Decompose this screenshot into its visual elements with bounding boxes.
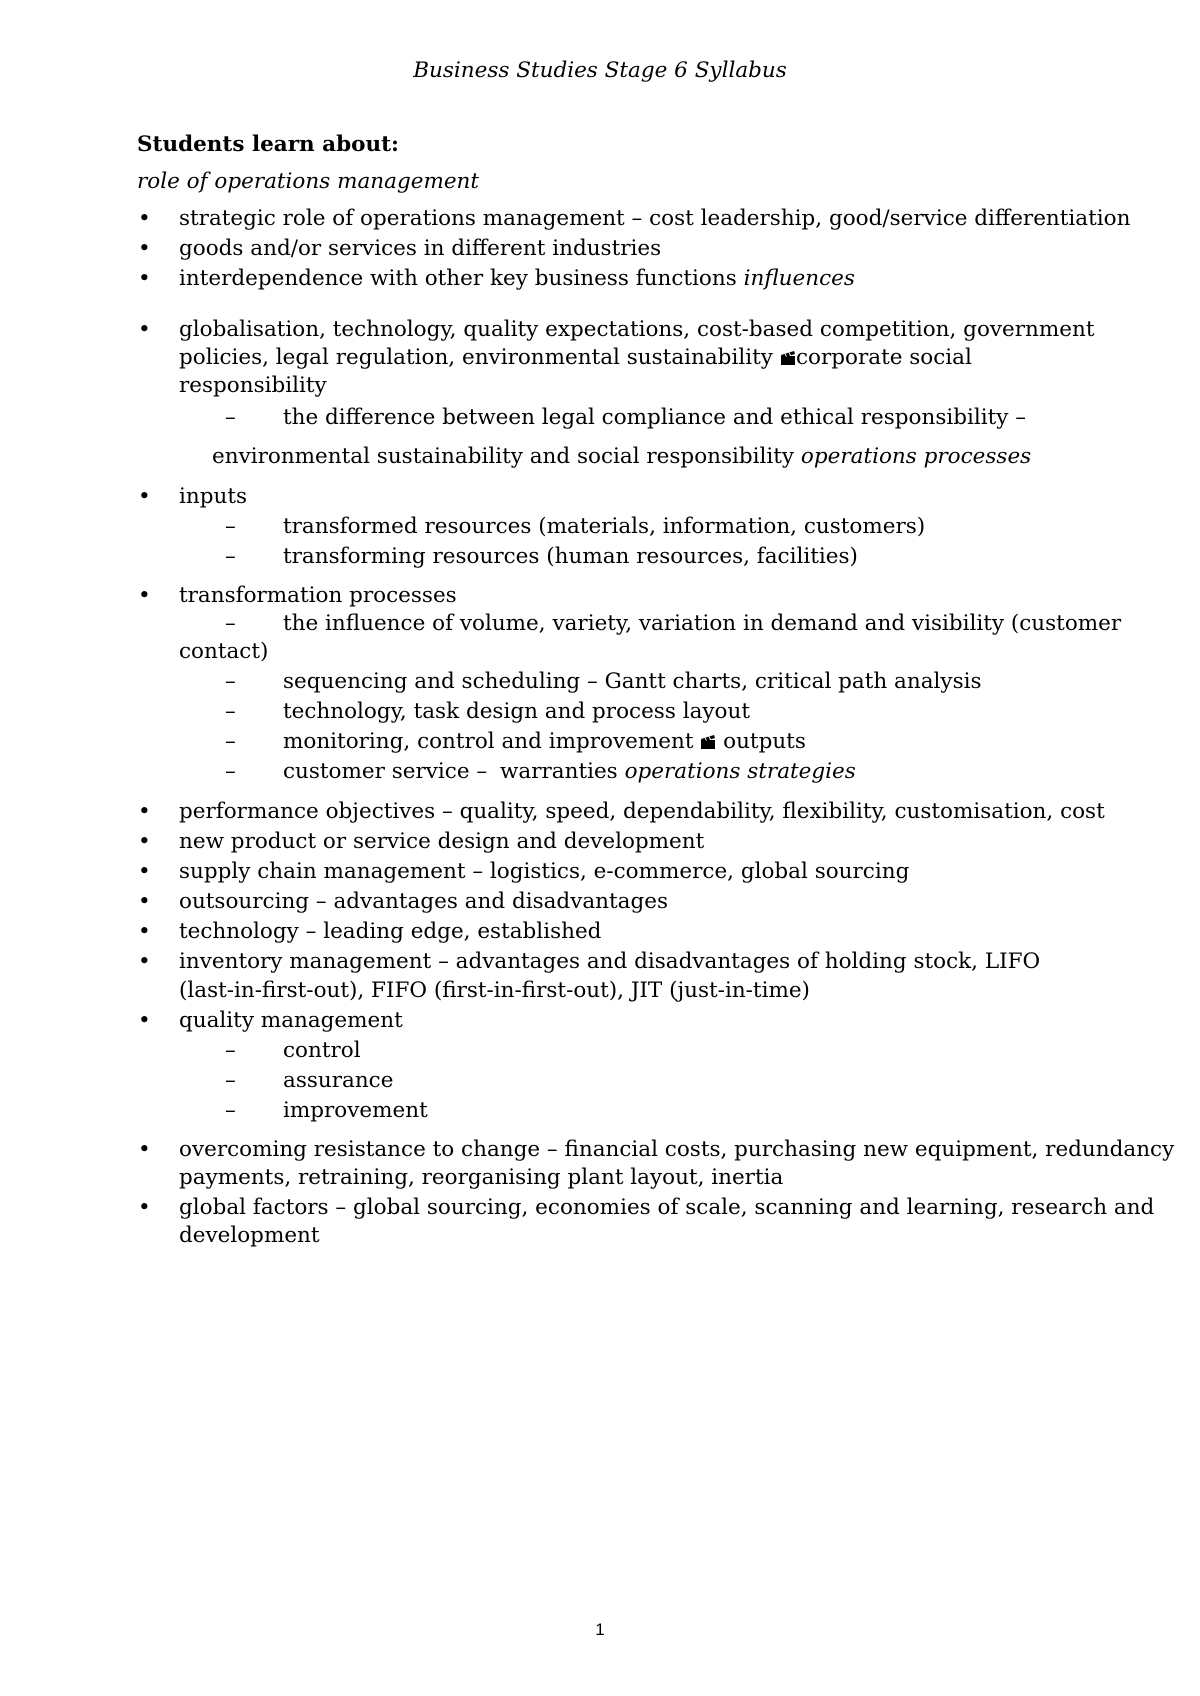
bullet-marker: • xyxy=(138,859,151,884)
sub-list-item: transforming resources (human resources, facilities) xyxy=(283,544,858,569)
sub-list-item: technology, task design and process layout xyxy=(283,699,750,724)
subheading-operations-strategies: operations strategies xyxy=(624,759,856,784)
sub-list-item: control xyxy=(283,1038,361,1063)
page-number: 1 xyxy=(595,1620,605,1639)
bullet-marker: • xyxy=(138,799,151,824)
bullet-marker: • xyxy=(138,1137,151,1162)
bullet-marker: • xyxy=(138,317,151,342)
dash-marker: – xyxy=(225,1038,236,1063)
dash-marker: – xyxy=(225,759,236,784)
sub-list-item: customer service – xyxy=(283,759,488,784)
list-item-continuation: responsibility xyxy=(179,373,327,398)
bullet-marker: • xyxy=(138,484,151,509)
list-item: strategic role of operations management – cost leadership, good/service differentiation xyxy=(179,206,1131,231)
subheading-operations-processes: operations processes xyxy=(800,444,1032,469)
list-item: supply chain management – logistics, e-commerce, global sourcing xyxy=(179,859,910,884)
bullet-marker: • xyxy=(138,829,151,854)
subheading-influences: influences xyxy=(743,266,855,291)
bullet-marker: • xyxy=(138,889,151,914)
list-item: new product or service design and development xyxy=(179,829,705,854)
bullet-marker: • xyxy=(138,919,151,944)
list-item: interdependence with other key business functions influences xyxy=(179,266,855,291)
dash-marker: – xyxy=(225,699,236,724)
sub-list-item: improvement xyxy=(283,1098,428,1123)
list-item-continuation: policies, legal regulation, environmental sustainability xyxy=(179,345,796,371)
clapperboard-icon xyxy=(780,350,796,366)
sub-list-item: sequencing and scheduling – Gantt charts, critical path analysis xyxy=(283,669,982,694)
bullet-marker: • xyxy=(138,949,151,974)
bullet-marker: • xyxy=(138,236,151,261)
sub-list-item: the influence of volume, variety, variation in demand and visibility (customer xyxy=(283,611,1122,636)
page-header: Business Studies Stage 6 Syllabus xyxy=(413,58,787,83)
sub-list-item: assurance xyxy=(283,1068,394,1093)
dash-marker: – xyxy=(225,405,236,430)
bullet-marker: • xyxy=(138,206,151,231)
list-item: technology – leading edge, established xyxy=(179,919,602,944)
subheading-role: role of operations management xyxy=(137,169,480,194)
list-item: performance objectives – quality, speed, dependability, flexibility, customisation, cost xyxy=(179,799,1105,824)
sub-list-item: monitoring, control and improvement outputs xyxy=(283,729,806,754)
dash-marker: – xyxy=(225,1098,236,1123)
list-item-continuation: payments, retraining, reorganising plant layout, inertia xyxy=(179,1165,784,1190)
list-item: quality management xyxy=(179,1008,403,1033)
sub-list-item: warranties operations strategies xyxy=(500,759,856,784)
dash-marker: – xyxy=(225,544,236,569)
list-item-continuation: development xyxy=(179,1223,320,1248)
list-item: globalisation, technology, quality expectations, cost-based competition, government xyxy=(179,317,1095,342)
list-item: inventory management – advantages and disadvantages of holding stock, LIFO xyxy=(179,949,1041,974)
list-item: overcoming resistance to change – financial costs, purchasing new equipment, redundancy xyxy=(179,1137,1175,1162)
list-item-continuation: corporate social xyxy=(796,345,972,370)
sub-list-item-continuation: contact) xyxy=(179,639,269,664)
dash-marker: – xyxy=(225,729,236,754)
section-heading: Students learn about: xyxy=(137,132,399,157)
sub-list-item: the difference between legal compliance and ethical responsibility – xyxy=(283,405,1027,430)
dash-marker: – xyxy=(225,1068,236,1093)
bullet-marker: • xyxy=(138,583,151,608)
list-item: global factors – global sourcing, economies of scale, scanning and learning, research and xyxy=(179,1195,1155,1220)
sub-list-item: transformed resources (materials, information, customers) xyxy=(283,514,926,539)
list-item: goods and/or services in different industries xyxy=(179,236,662,261)
bullet-marker: • xyxy=(138,1008,151,1033)
list-item: outsourcing – advantages and disadvantages xyxy=(179,889,668,914)
list-item-continuation: environmental sustainability and social responsibility operations processes xyxy=(212,444,1032,469)
list-item-continuation: (last-in-first-out), FIFO (first-in-first-out), JIT (just-in-time) xyxy=(179,978,810,1003)
list-item: transformation processes xyxy=(179,583,457,608)
clapperboard-icon xyxy=(700,734,716,750)
list-item: inputs xyxy=(179,484,248,509)
dash-marker: – xyxy=(225,514,236,539)
bullet-marker: • xyxy=(138,266,151,291)
dash-marker: – xyxy=(225,669,236,694)
dash-marker: – xyxy=(225,611,236,636)
subheading-outputs: outputs xyxy=(723,729,806,754)
bullet-marker: • xyxy=(138,1195,151,1220)
